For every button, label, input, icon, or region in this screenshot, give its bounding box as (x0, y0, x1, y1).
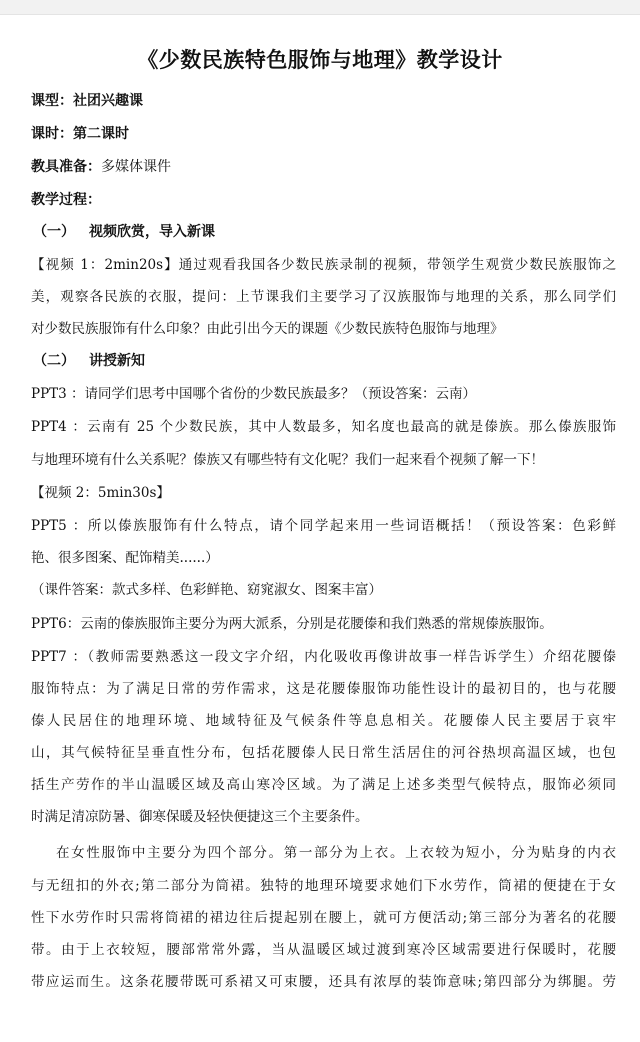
body-line: 与无纽扣的外衣;第二部分为筒裙。独特的地理环境要求她们下水劳作，筒裙的便捷在于女 (31, 878, 616, 894)
section-number: （一） (33, 224, 75, 240)
body-line: 在女性服饰中主要分为四个部分。第一部分为上衣。上衣较为短小，分为贴身的内衣 (56, 845, 616, 861)
section-heading-2 (33, 351, 145, 371)
body-line: 与地理环境有什么关系呢？傣族又有哪些特有文化呢？我们一起来看个视频了解一下！ (31, 452, 544, 468)
lesson-time-label: 课时： (31, 126, 73, 142)
body-line: 服饰特点：为了满足日常的劳作需求，这是花腰傣服饰功能性设计的最初目的，也与花腰 (31, 681, 616, 697)
materials-value: 多媒体课件 (101, 159, 171, 175)
body-line: 【视频 2：5min30s】 (31, 485, 170, 501)
body-line: 带。由于上衣较短，腰部常常外露，当从温暖区域过渡到寒冷区域需要进行保暖时，花腰 (31, 942, 616, 958)
body-line: 山，其气候特征呈垂直性分布，包括花腰傣人民日常生活居住的河谷热坝高温区域，也包 (31, 745, 616, 761)
course-type (31, 91, 143, 111)
section-number: （二） (33, 353, 75, 369)
body-line: 【视频 1：2min20s】通过观看我国各少数民族录制的视频，带领学生观赏少数民族服饰之 (31, 257, 616, 273)
lesson-time (31, 124, 129, 144)
body-line: 带应运而生。这条花腰带既可系裙又可束腰，还具有浓厚的装饰意味;第四部分为绑腿。劳 (31, 974, 616, 990)
lesson-time-value: 第二课时 (73, 126, 129, 142)
section-title: 讲授新知 (89, 353, 145, 369)
body-line: PPT5 ：所以傣族服饰有什么特点，请个同学起来用一些词语概括！（预设答案：色彩鲜 (31, 518, 616, 534)
course-type-label: 课型： (31, 93, 73, 109)
body-line: （课件答案：款式多样、色彩鲜艳、窈窕淑女、图案丰富） (31, 582, 382, 598)
body-line: 时满足清凉防暑、御寒保暖及轻快便捷这三个主要条件。 (31, 809, 369, 825)
body-line: 傣人民居住的地理环境、地域特征及气候条件等息息相关。花腰傣人民主要居于哀牢 (31, 713, 616, 729)
body-line: 括生产劳作的半山温暖区域及高山寒冷区域。为了满足上述多类型气候特点，服饰必须同 (31, 777, 616, 793)
materials (31, 157, 171, 177)
body-line: 对少数民族服饰有什么印象？由此引出今天的课题《少数民族特色服饰与地理》 (31, 321, 504, 337)
document-title: 《少数民族特色服饰与地理》教学设计 (137, 48, 503, 72)
body-line: PPT6：云南的傣族服饰主要分为两大派系，分别是花腰傣和我们熟悉的常规傣族服饰。 (31, 616, 553, 632)
process-heading (31, 190, 101, 210)
body-line: 美，观察各民族的衣服，提问：上节课我们主要学习了汉族服饰与地理的关系，那么同学们 (31, 289, 616, 305)
body-line: 艳、很多图案、配饰精美......） (31, 550, 219, 566)
process-heading-text: 教学过程： (31, 192, 101, 208)
course-type-value: 社团兴趣课 (73, 93, 143, 109)
body-line: 性下水劳作时只需将筒裙的裙边往后提起别在腰上，就可方便活动;第三部分为著名的花腰 (31, 910, 616, 926)
body-line: PPT3 ：请同学们思考中国哪个省份的少数民族最多？（预设答案：云南） (31, 386, 477, 402)
section-title: 视频欣赏，导入新课 (89, 224, 215, 240)
materials-label: 教具准备： (31, 159, 101, 175)
section-heading-1 (33, 222, 215, 242)
body-line: PPT7 ：（教师需要熟悉这一段文字介绍，内化吸收再像讲故事一样告诉学生）介绍花腰傣 (31, 649, 616, 665)
body-line: PPT4 ：云南有 25 个少数民族，其中人数最多，知名度也最高的就是傣族。那么傣族服饰 (31, 419, 616, 435)
